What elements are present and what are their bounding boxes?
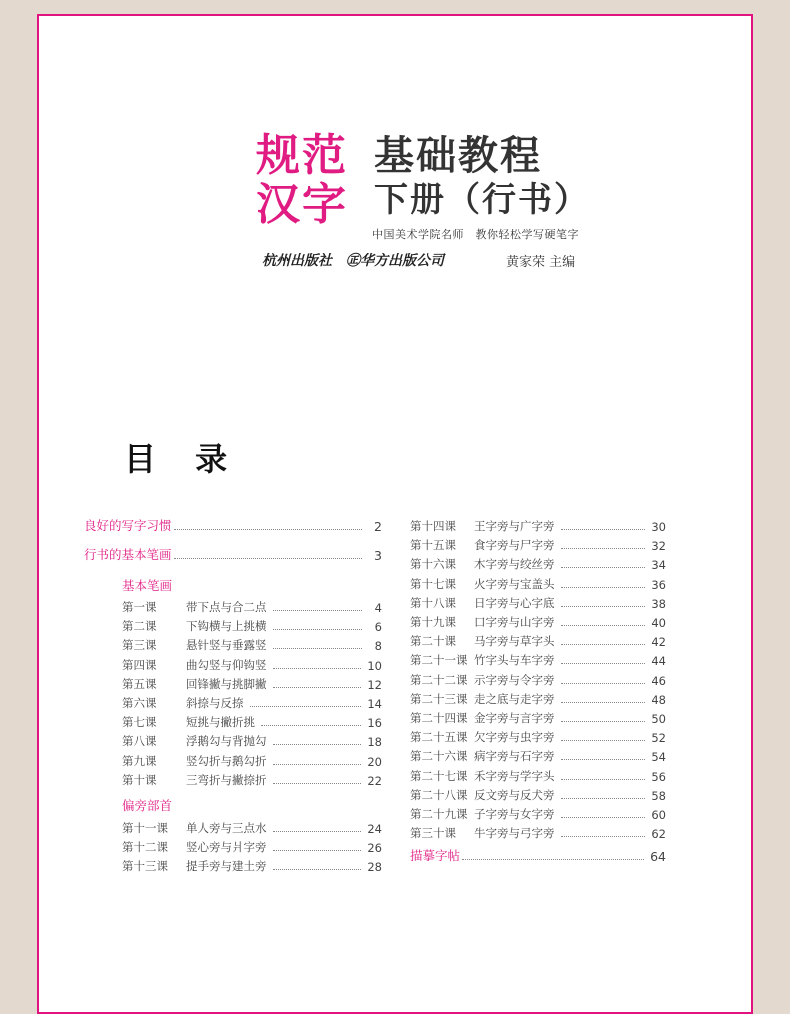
- toc-row[interactable]: [122, 712, 382, 730]
- leader-dots: [561, 759, 646, 760]
- lesson-page: 56: [651, 769, 666, 784]
- lesson-page: 6: [374, 620, 382, 635]
- toc-row[interactable]: [122, 837, 382, 855]
- title-line2: 下册（行书）: [374, 180, 590, 220]
- lesson-number: 第八课: [122, 734, 157, 749]
- lesson-title: 病字旁与石字旁: [474, 749, 555, 764]
- toc-row[interactable]: [410, 727, 666, 745]
- toc-row[interactable]: [410, 804, 666, 822]
- leader-dots: [561, 836, 646, 837]
- lesson-title: 走之底与走字旁: [474, 691, 555, 706]
- lesson-number: 第十二课: [122, 840, 168, 855]
- lesson-number: 第二十九课: [410, 807, 468, 821]
- toc-row[interactable]: [410, 766, 666, 784]
- lesson-page: 50: [651, 712, 666, 726]
- leader-dots: [561, 721, 646, 722]
- toc-row[interactable]: [410, 708, 666, 726]
- lesson-page: 26: [367, 841, 382, 856]
- leader-dots: [261, 725, 361, 726]
- lesson-page: 32: [651, 539, 666, 554]
- toc-entry-basic-strokes[interactable]: 行书的基本笔画 3: [84, 547, 382, 563]
- lesson-number: 第十八课: [410, 595, 456, 610]
- lesson-number: 第二十七课: [410, 768, 468, 783]
- toc-row[interactable]: [122, 597, 382, 615]
- publisher-huafang: ㊣华方出版公司: [346, 253, 444, 269]
- lesson-number: 第四课: [122, 657, 157, 672]
- toc-row[interactable]: [410, 554, 666, 572]
- leader-dots: [561, 587, 646, 588]
- toc-row[interactable]: [122, 751, 382, 769]
- lesson-page: 20: [367, 754, 382, 769]
- subtitle: 中国美术学院名师 教你轻松学写硬笔字: [372, 228, 579, 241]
- lesson-number: 第二十三课: [410, 691, 468, 706]
- lesson-page: 18: [367, 735, 382, 750]
- lesson-title: 下钩横与上挑横: [186, 619, 267, 634]
- lesson-page: 8: [374, 639, 382, 654]
- toc-row[interactable]: [410, 650, 666, 668]
- toc-row[interactable]: [410, 670, 666, 688]
- publisher-hangzhou: 杭州出版社: [262, 253, 332, 269]
- toc-row[interactable]: [410, 689, 666, 707]
- toc-row[interactable]: [122, 674, 382, 692]
- leader-dots: [561, 683, 646, 684]
- leader-dots: [273, 831, 362, 832]
- leader-dots: [273, 764, 362, 765]
- lesson-number: 第三课: [122, 638, 157, 653]
- lesson-title: 竖心旁与爿字旁: [186, 840, 267, 855]
- lesson-number: 第五课: [122, 676, 157, 691]
- lesson-page: 48: [651, 692, 666, 707]
- lesson-page: 52: [651, 731, 666, 746]
- toc-heading: 目 录: [124, 440, 242, 478]
- leader-dots: [273, 850, 362, 851]
- lesson-title: 提手旁与建土旁: [186, 859, 267, 874]
- lesson-title: 示字旁与令字旁: [474, 672, 555, 687]
- lesson-page: 16: [367, 716, 382, 731]
- leader-dots: [273, 687, 362, 688]
- leader-dots: [273, 783, 362, 784]
- section-label-strokes: 基本笔画: [122, 578, 173, 593]
- toc-row[interactable]: [122, 731, 382, 749]
- lesson-title: 竖勾折与鹅勾折: [186, 753, 267, 768]
- lesson-number: 第九课: [122, 753, 157, 768]
- section-label-radicals: 偏旁部首: [122, 798, 173, 813]
- lesson-number: 第二十课: [410, 634, 456, 649]
- toc-row[interactable]: [122, 856, 382, 874]
- title-line1: 基础教程: [374, 133, 542, 179]
- lesson-title: 浮鹅勾与背抛勾: [186, 734, 267, 749]
- lesson-number: 第十七课: [410, 576, 456, 591]
- lesson-number: 第十三课: [122, 859, 168, 874]
- leader-dots: [273, 668, 362, 669]
- leader-dots: [273, 648, 363, 649]
- toc-row[interactable]: [410, 746, 666, 764]
- lesson-number: 第二十六课: [410, 749, 468, 764]
- lesson-page: 30: [651, 520, 666, 534]
- leader-dots: [561, 529, 646, 530]
- lesson-title: 王字旁与广字旁: [474, 519, 555, 533]
- leader-dots: [561, 817, 646, 818]
- lesson-number: 第二十一课: [410, 653, 468, 668]
- leader-dots: [561, 779, 646, 780]
- toc-row[interactable]: [410, 574, 666, 592]
- lesson-title: 日字旁与心字底: [474, 595, 555, 610]
- toc-entry-habits[interactable]: 良好的写字习惯 2: [84, 518, 382, 534]
- lesson-page: 40: [651, 616, 666, 630]
- lesson-number: 第三十课: [410, 826, 456, 841]
- lesson-title: 回锋撇与挑脚撇: [186, 676, 267, 691]
- lesson-number: 第二十二课: [410, 672, 468, 687]
- title-red-line2: 汉字: [256, 179, 348, 230]
- leader-dots: [561, 740, 646, 741]
- lesson-number: 第十六课: [410, 557, 456, 572]
- leader-dots: [273, 610, 363, 611]
- lesson-title: 反文旁与反犬旁: [474, 787, 555, 802]
- leader-dots: [561, 663, 646, 664]
- toc-row[interactable]: [410, 593, 666, 611]
- lesson-title: 带下点与合二点: [186, 600, 267, 614]
- lesson-title: 斜捺与反捺: [186, 696, 244, 710]
- lesson-number: 第二十四课: [410, 711, 468, 725]
- lesson-page: 38: [651, 596, 666, 611]
- lesson-page: 42: [651, 635, 666, 650]
- leader-dots: [561, 606, 646, 607]
- toc-row[interactable]: [122, 818, 382, 836]
- toc-row[interactable]: [122, 635, 382, 653]
- leader-dots: [561, 644, 646, 645]
- leader-dots: [273, 629, 363, 630]
- lesson-page: 58: [651, 788, 666, 803]
- lesson-number: 第七课: [122, 715, 157, 730]
- toc-row[interactable]: [410, 516, 666, 534]
- lesson-title: 悬针竖与垂露竖: [186, 638, 267, 653]
- toc-row[interactable]: [122, 655, 382, 673]
- lesson-title: 禾字旁与学字头: [474, 768, 555, 783]
- toc-entry-tracing[interactable]: 描摹字帖 64: [410, 848, 666, 864]
- leader-dots: [273, 869, 362, 870]
- toc-row[interactable]: [122, 770, 382, 788]
- leader-dots: [561, 567, 646, 568]
- toc-row[interactable]: [410, 785, 666, 803]
- lesson-title: 木字旁与绞丝旁: [474, 557, 555, 572]
- lesson-number: 第十四课: [410, 519, 456, 533]
- lesson-page: 34: [651, 558, 666, 573]
- toc-row[interactable]: [410, 535, 666, 553]
- leader-dots: [250, 706, 362, 707]
- lesson-number: 第二十八课: [410, 787, 468, 802]
- lesson-title: 马字旁与草字头: [474, 634, 555, 649]
- lesson-page: 46: [651, 673, 666, 688]
- lesson-title: 短挑与撇折挑: [186, 715, 255, 730]
- lesson-title: 竹字头与车字旁: [474, 653, 555, 668]
- lesson-number: 第六课: [122, 696, 157, 710]
- lesson-title: 欠字旁与虫字旁: [474, 730, 555, 745]
- lesson-number: 第十九课: [410, 615, 456, 629]
- lesson-page: 14: [367, 697, 382, 711]
- lesson-title: 金字旁与言字旁: [474, 711, 555, 725]
- lesson-number: 第一课: [122, 600, 157, 614]
- lesson-page: 24: [367, 822, 382, 836]
- leader-dots: [561, 625, 646, 626]
- lesson-title: 子字旁与女字旁: [474, 807, 555, 821]
- lesson-title: 单人旁与三点水: [186, 821, 267, 835]
- leader-dots: [561, 702, 646, 703]
- lesson-title: 食字旁与尸字旁: [474, 538, 555, 553]
- lesson-number: 第十一课: [122, 821, 168, 835]
- lesson-page: 22: [367, 773, 382, 788]
- title-red-line1: 规范: [256, 130, 348, 181]
- lesson-title: 曲勾竖与仰钩竖: [186, 657, 267, 672]
- lesson-page: 4: [374, 601, 382, 615]
- lesson-number: 第十五课: [410, 538, 456, 553]
- toc-row[interactable]: [122, 616, 382, 634]
- lesson-page: 12: [367, 677, 382, 692]
- lesson-title: 三弯折与撇捺折: [186, 772, 267, 787]
- lesson-page: 36: [651, 577, 666, 592]
- lesson-page: 44: [651, 654, 666, 669]
- lesson-page: 60: [651, 808, 666, 822]
- toc-row[interactable]: [410, 631, 666, 649]
- lesson-number: 第二课: [122, 619, 157, 634]
- toc-row[interactable]: [122, 693, 382, 711]
- leader-dots: [561, 798, 646, 799]
- leader-dots: [273, 744, 362, 745]
- lesson-number: 第二十五课: [410, 730, 468, 745]
- leader-dots: [561, 548, 646, 549]
- lesson-title: 牛字旁与弓字旁: [474, 826, 555, 841]
- lesson-title: 火字旁与宝盖头: [474, 576, 555, 591]
- lesson-page: 10: [367, 658, 382, 673]
- editor-credit: 黄家荣 主编: [506, 255, 576, 270]
- toc-row[interactable]: [410, 612, 666, 630]
- lesson-page: 28: [367, 860, 382, 875]
- lesson-number: 第十课: [122, 772, 157, 787]
- lesson-page: 62: [651, 827, 666, 842]
- toc-row[interactable]: [410, 823, 666, 841]
- lesson-title: 口字旁与山字旁: [474, 615, 555, 629]
- lesson-page: 54: [651, 750, 666, 765]
